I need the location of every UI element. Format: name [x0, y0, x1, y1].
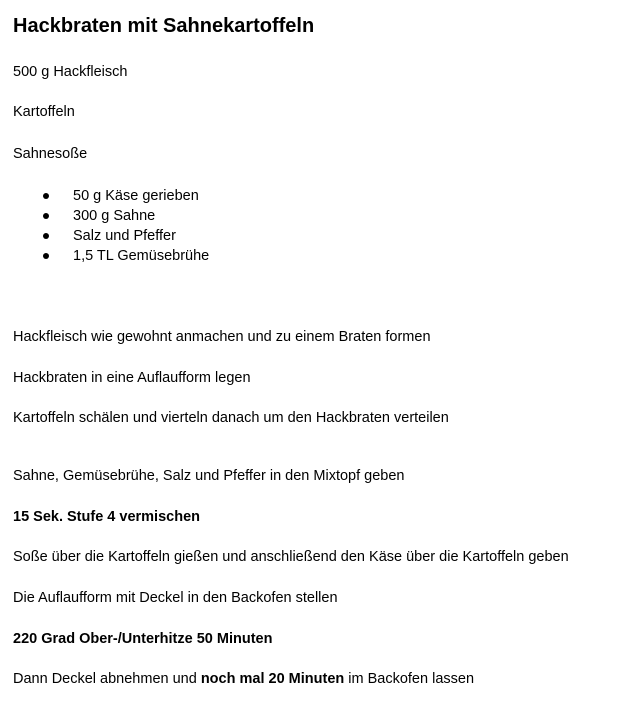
ingredient-potatoes: Kartoffeln — [13, 104, 75, 120]
step-4: Sahne, Gemüsebrühe, Salz und Pfeffer in den Mixtopf geben — [13, 468, 405, 484]
bullet-icon — [43, 233, 49, 239]
step-3: Kartoffeln schälen und vierteln danach um den Hackbraten verteilen — [13, 410, 449, 426]
step-9 — [13, 670, 474, 688]
list-item — [13, 246, 209, 266]
bullet-icon — [43, 213, 49, 219]
list-item — [13, 226, 209, 246]
sauce-heading: Sahnesoße — [13, 146, 88, 162]
list-item — [13, 206, 209, 226]
list-item-text: Salz und Pfeffer — [73, 228, 176, 244]
sauce-ingredient-list — [13, 186, 209, 266]
bullet-icon — [43, 253, 49, 259]
list-item-text: 300 g Sahne — [73, 208, 156, 224]
recipe-title: Hackbraten mit Sahnekartoffeln — [13, 15, 315, 37]
step-7: Die Auflaufform mit Deckel in den Backofen stellen — [13, 590, 338, 606]
step-8: 220 Grad Ober-/Unterhitze 50 Minuten — [13, 631, 273, 647]
list-item-text: 50 g Käse gerieben — [73, 188, 199, 204]
list-item-text: 1,5 TL Gemüsebrühe — [73, 248, 210, 264]
step-1: Hackfleisch wie gewohnt anmachen und zu einem Braten formen — [13, 329, 431, 345]
step-9-text-end: im Backofen lassen — [344, 671, 475, 687]
bullet-icon — [43, 193, 49, 199]
ingredient-meat: 500 g Hackfleisch — [13, 64, 128, 80]
list-item — [13, 186, 209, 206]
step-2: Hackbraten in eine Auflaufform legen — [13, 370, 251, 386]
step-9-text-bold: noch mal 20 Minuten — [200, 671, 345, 687]
step-9-text-start: Dann Deckel abnehmen und — [13, 671, 201, 687]
step-5: 15 Sek. Stufe 4 vermischen — [13, 509, 200, 525]
step-6: Soße über die Kartoffeln gießen und anschließend den Käse über die Kartoffeln geben — [13, 549, 569, 565]
